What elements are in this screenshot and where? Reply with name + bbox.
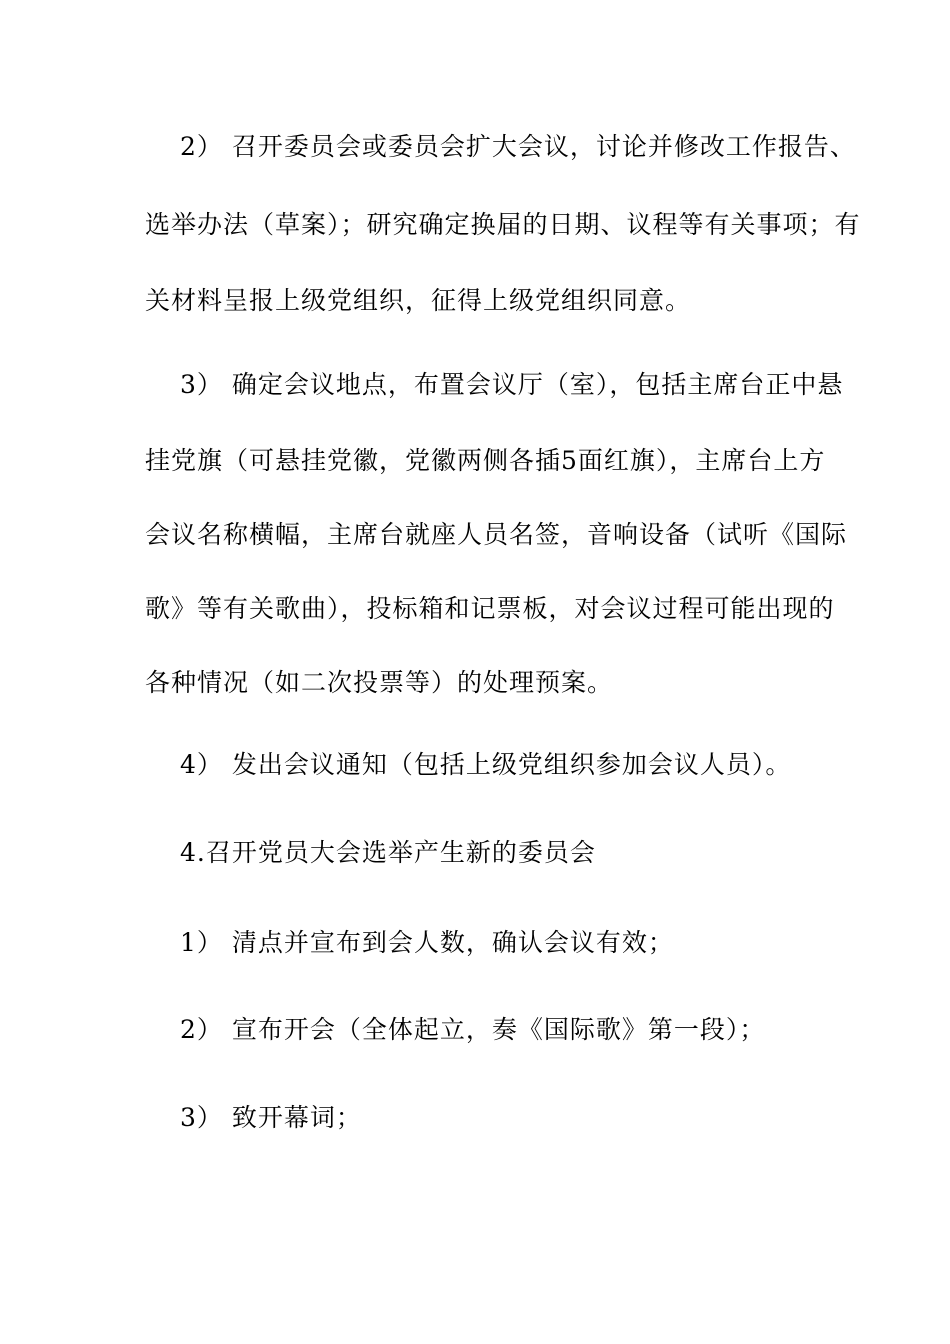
section-heading: 4.召开党员大会选举产生新的委员会 <box>180 838 596 867</box>
paragraph-line: 2） 宣布开会（全体起立，奏《国际歌》第一段）； <box>180 1015 766 1044</box>
paragraph-line: 1） 清点并宣布到会人数，确认会议有效； <box>180 928 674 957</box>
paragraph-line: 关材料呈报上级党组织，征得上级党组织同意。 <box>145 286 692 315</box>
paragraph-line: 选举办法（草案）；研究确定换届的日期、议程等有关事项；有 <box>145 210 861 239</box>
paragraph-line: 歌》等有关歌曲），投标箱和记票板，对会议过程可能出现的 <box>145 594 835 623</box>
paragraph-line: 3） 确定会议地点，布置会议厅（室），包括主席台正中悬 <box>180 370 844 399</box>
paragraph-line: 3） 致开幕词； <box>180 1103 362 1132</box>
paragraph-line: 会议名称横幅，主席台就座人员名签，音响设备（试听《国际 <box>145 520 848 549</box>
paragraph-line: 各种情况（如二次投票等）的处理预案。 <box>145 668 614 697</box>
paragraph-line: 4） 发出会议通知（包括上级党组织参加会议人员）。 <box>180 750 792 779</box>
paragraph-line: 2） 召开委员会或委员会扩大会议，讨论并修改工作报告、 <box>180 132 856 161</box>
paragraph-line: 挂党旗（可悬挂党徽，党徽两侧各插5面红旗），主席台上方 <box>145 446 826 475</box>
